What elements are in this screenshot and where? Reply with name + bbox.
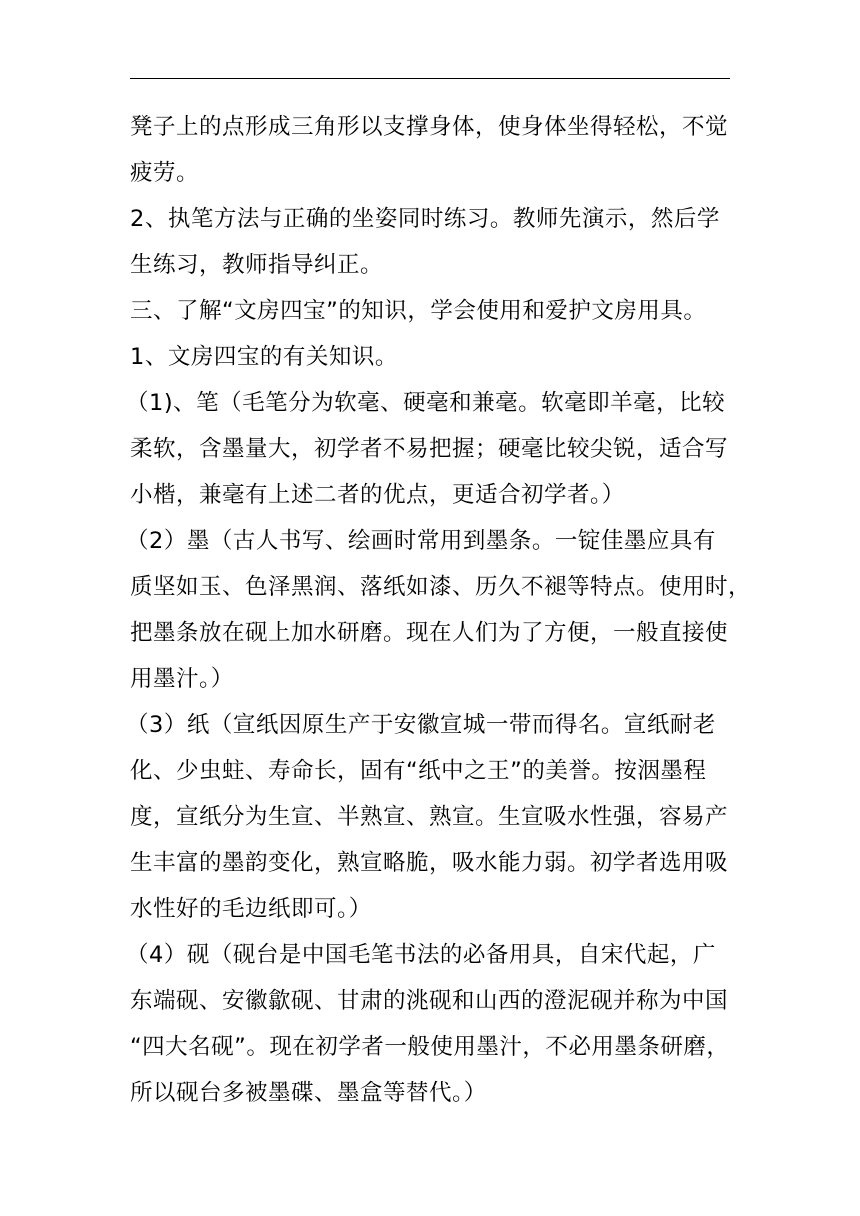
text-line: （3）纸（宣纸因原生产于安徽宣城一带而得名。宣纸耐老 — [126, 712, 716, 738]
text-line: 柔软，含墨量大，初学者不易把握；硬毫比较尖锐，适合写 — [130, 436, 729, 462]
text-line: 小楷，兼毫有上述二者的优点，更适合初学者。） — [130, 482, 625, 508]
text-line: 质坚如玉、色泽黑润、落纸如漆、历久不褪等特点。使用时， — [130, 574, 752, 600]
text-line: 用墨汁。） — [130, 666, 234, 692]
document-body — [126, 104, 752, 1116]
text-line: （1)、笔（毛笔分为软毫、硬毫和兼毫。软毫即羊毫，比较 — [126, 390, 726, 416]
text-line: 水性好的毛边纸即可。） — [130, 896, 372, 922]
text-line: （4）砚（砚台是中国毛笔书法的必备用具，自宋代起，广 — [126, 942, 716, 968]
text-line: 疲劳。 — [130, 160, 200, 186]
text-line: 凳子上的点形成三角形以支撑身体，使身体坐得轻松，不觉 — [130, 114, 729, 140]
text-line: 2、执笔方法与正确的坐姿同时练习。教师先演示，然后学 — [130, 206, 720, 232]
text-line: （2）墨（古人书写、绘画时常用到墨条。一锭佳墨应具有 — [126, 528, 716, 554]
text-line: 生练习，教师指导纠正。 — [130, 252, 384, 278]
section-heading: 三、了解“文房四宝”的知识，学会使用和爱护文房用具。 — [130, 298, 707, 324]
text-line: 东端砚、安徽歙砚、甘肃的洮砚和山西的澄泥砚并称为中国 — [130, 988, 729, 1014]
text-line: 生丰富的墨韵变化，熟宣略脆，吸水能力弱。初学者选用吸 — [130, 850, 729, 876]
text-line: 把墨条放在砚上加水研磨。现在人们为了方便，一般直接使 — [130, 620, 729, 646]
subsection-heading: 1、文房四宝的有关知识。 — [130, 344, 398, 370]
header-rule — [130, 78, 730, 79]
text-line: “四大名砚”。现在初学者一般使用墨汁，不必用墨条研磨， — [130, 1034, 730, 1060]
text-line: 度，宣纸分为生宣、半熟宣、熟宣。生宣吸水性强，容易产 — [130, 804, 729, 830]
text-line: 化、少虫蛀、寿命长，固有“纸中之王”的美誉。按洇墨程 — [130, 758, 707, 784]
text-line: 所以砚台多被墨碟、墨盒等替代。） — [130, 1080, 487, 1106]
